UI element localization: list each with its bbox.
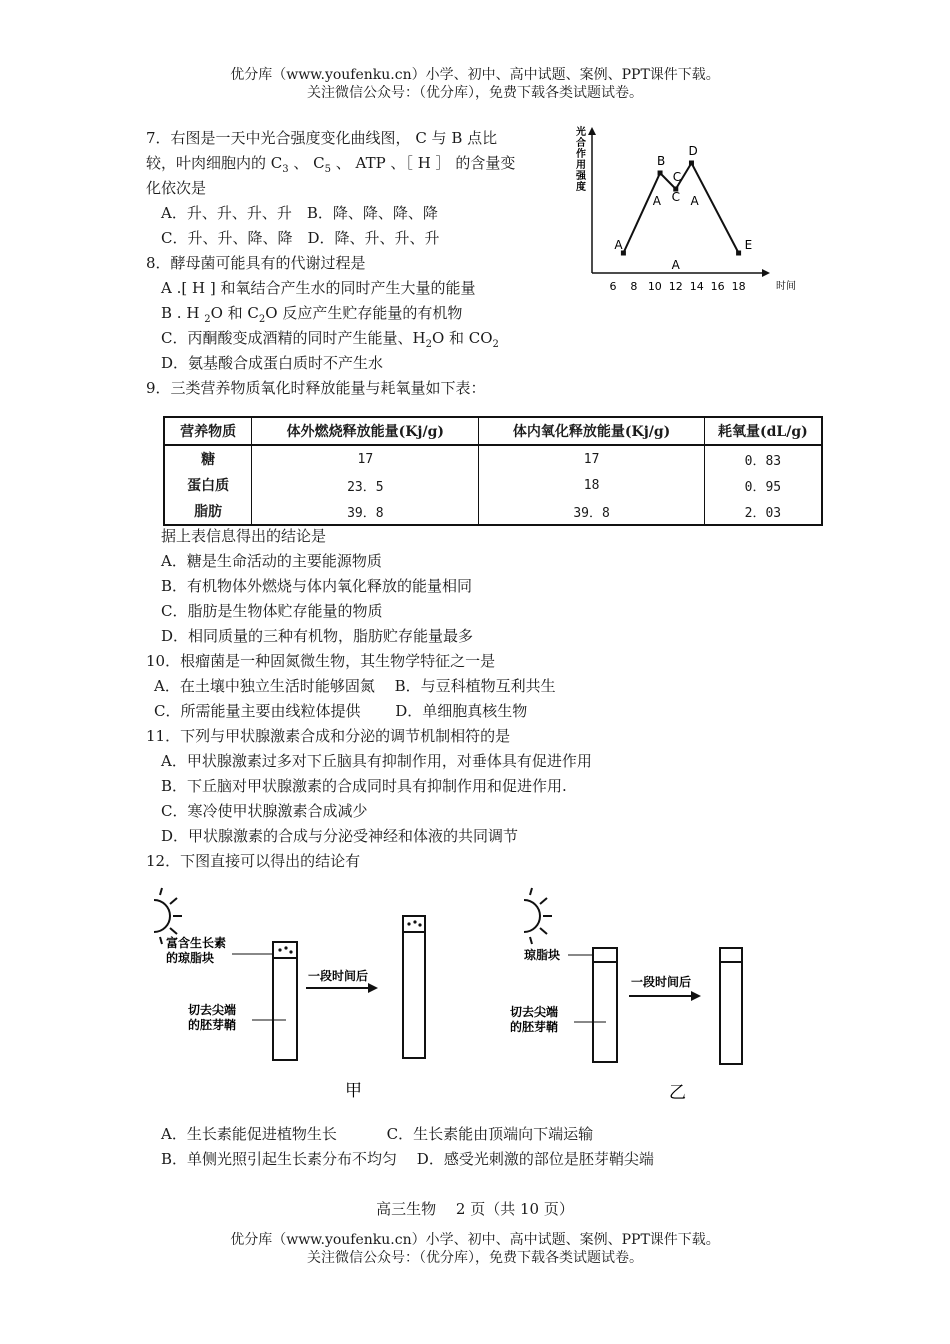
q8-option-c-pre: C．丙酮酸变成酒精的同时产生能量、H <box>161 329 426 347</box>
jia-arrow-text: 一段时间后 <box>308 969 369 983</box>
table-header-row <box>164 417 822 445</box>
jia-label-auxin-1: 富含生长素 <box>166 936 227 950</box>
q9-lead: 据上表信息得出的结论是 <box>161 527 327 545</box>
jia-coleoptile-after <box>403 932 425 1058</box>
q12-stem: 12．下图直接可以得出的结论有 <box>146 852 361 870</box>
table-header: 体内氧化释放能量(Kj/g) <box>479 417 704 445</box>
q12-options-bd: B．单侧光照引起生长素分布不均匀 D．感受光刺激的部位是胚芽鞘尖端 <box>161 1150 654 1168</box>
yi-label-agar: 琼脂块 <box>524 948 561 962</box>
x-tick-label: 6 <box>609 280 617 293</box>
q7-line-3: 化依次是 <box>146 179 207 197</box>
footer-line-2: 关注微信公众号：（优分库），免费下载各类试题试卷。 <box>307 1250 643 1266</box>
q11-option-c: C．寒冷使甲状腺激素合成减少 <box>161 802 368 820</box>
yi-agar-block-after <box>720 948 742 962</box>
x-tick-label: 8 <box>630 280 638 293</box>
region-label: A <box>652 194 662 208</box>
q8-option-c <box>161 328 499 355</box>
q8-option-c-sub-2: 2 <box>492 339 499 350</box>
q11-option-b: B．下丘脑对甲状腺激素的合成同时具有抑制作用和促进作用. <box>161 777 567 795</box>
q8-option-b-mid: O 和 C <box>210 304 259 322</box>
q10-options-cd: C．所需能量主要由线粒体提供 D．单细胞真核生物 <box>154 702 528 720</box>
q8-option-d: D．氨基酸合成蛋白质时不产生水 <box>161 354 384 372</box>
q7-line-2-post: 、 ATP 、［ H ］ 的含量变 <box>331 154 516 172</box>
yi-arrow-text: 一段时间后 <box>631 975 692 989</box>
table-cell: 糖 <box>164 445 252 472</box>
data-point <box>736 251 741 256</box>
table-cell: 2．03 <box>704 498 822 525</box>
q8-option-c-mid: O 和 CO <box>431 329 493 347</box>
x-tick-label: 14 <box>689 280 704 293</box>
table-cell: 蛋白质 <box>164 472 252 498</box>
yi-coleoptile-after <box>720 962 742 1064</box>
x-axis-label: 时间 <box>776 281 796 292</box>
header-line-1: 优分库（www.youfenku.cn）小学、初中、高中试题、案例、PPT课件下载。 <box>230 67 720 83</box>
point-label: D <box>688 144 698 158</box>
point-label: A <box>614 238 623 252</box>
table-header: 体外燃烧释放能量(Kj/g) <box>252 417 479 445</box>
data-point <box>658 171 663 176</box>
nutrient-energy-table <box>163 416 823 526</box>
caption-yi: 乙 <box>669 1083 686 1103</box>
bottom-region-label: A <box>671 258 680 272</box>
table-cell: 0．95 <box>704 472 822 498</box>
q8-option-b <box>161 303 462 330</box>
q8-option-b-sub-1: 2 <box>204 314 211 325</box>
q8-option-b-post: O 反应产生贮存能量的有机物 <box>265 304 463 322</box>
x-tick-label: 12 <box>668 280 683 293</box>
q8-option-b-sub-2: 2 <box>258 314 266 325</box>
yi-label-cut-1: 切去尖端 <box>510 1005 559 1019</box>
point-label: E <box>744 238 753 252</box>
q12-options-ac: A．生长素能促进植物生长 C．生长素能由顶端向下端运输 <box>161 1125 594 1143</box>
table-row <box>164 445 822 472</box>
table-cell: 39．8 <box>479 498 704 525</box>
table-cell: 17 <box>479 445 704 472</box>
q9-option-c: C．脂肪是生物体贮存能量的物质 <box>161 602 383 620</box>
jia-label-auxin-2: 的琼脂块 <box>166 951 215 965</box>
q7-line-2-mid: 、 C <box>288 154 325 172</box>
jia-agar-block <box>273 942 297 958</box>
x-tick-label: 10 <box>647 280 662 293</box>
q10-options-ab: A．在土壤中独立生活时能够固氮 B．与豆科植物互利共生 <box>154 677 556 695</box>
caption-jia: 甲 <box>345 1081 362 1101</box>
table-header: 耗氧量(dL/g) <box>704 417 822 445</box>
jia-label-cut-1: 切去尖端 <box>188 1003 237 1017</box>
coleoptile-experiment-figure <box>140 880 760 1110</box>
q11-stem: 11．下列与甲状腺激素合成和分泌的调节机制相符的是 <box>146 727 511 745</box>
q7-sub-5: 5 <box>324 164 332 175</box>
q7-line-2-pre: 较，叶肉细胞内的 C <box>146 154 283 172</box>
region-label: A <box>690 194 699 208</box>
q7-sub-3: 3 <box>282 164 289 175</box>
table-cell: 脂肪 <box>164 498 252 525</box>
table-cell: 0．83 <box>704 445 822 472</box>
y-axis-arrow <box>588 127 596 135</box>
q9-option-a: A．糖是生命活动的主要能源物质 <box>161 552 382 570</box>
yi-coleoptile-before <box>593 962 617 1062</box>
q7-options-cd: C．升、升、降、降 D．降、升、升、升 <box>161 229 440 247</box>
q11-option-a: A．甲状腺激素过多对下丘脑具有抑制作用，对垂体具有促进作用 <box>161 752 592 770</box>
x-axis-arrow <box>762 269 770 277</box>
q7-line-2 <box>146 153 515 180</box>
q7-options-ab: A．升、升、升、升 B．降、降、降、降 <box>161 204 438 222</box>
q8-option-a: A .[ H ] 和氧结合产生水的同时产生大量的能量 <box>161 279 476 297</box>
yi-label-cut-2: 的胚芽鞘 <box>510 1020 559 1034</box>
point-label: C <box>672 170 682 184</box>
table-row <box>164 498 822 525</box>
data-point <box>689 161 694 166</box>
table-cell: 17 <box>252 445 479 472</box>
table-cell: 39．8 <box>252 498 479 525</box>
yi-agar-block <box>593 948 617 962</box>
header-line-2: 关注微信公众号：（优分库），免费下载各类试题试卷。 <box>307 85 643 101</box>
q9-option-d: D．相同质量的三种有机物，脂肪贮存能量最多 <box>161 627 474 645</box>
q8-stem: 8．酵母菌可能具有的代谢过程是 <box>146 254 366 272</box>
table-row <box>164 472 822 498</box>
jia-agar-block-after <box>403 916 425 932</box>
q8-option-b-pre: B . H <box>161 304 205 322</box>
q7-line-1: 7．右图是一天中光合强度变化曲线图， C 与 B 点比 <box>146 129 498 147</box>
x-tick-label: 18 <box>731 280 746 293</box>
point-label: B <box>657 154 666 168</box>
q9-option-b: B．有机物体外燃烧与体内氧化释放的能量相同 <box>161 577 473 595</box>
q11-option-d: D．甲状腺激素的合成与分泌受神经和体液的共同调节 <box>161 827 519 845</box>
photosynthesis-chart <box>570 125 810 295</box>
jia-coleoptile-before <box>273 958 297 1060</box>
table-cell: 23．5 <box>252 472 479 498</box>
q9-stem: 9．三类营养物质氧化时释放能量与耗氧量如下表： <box>146 379 486 397</box>
jia-label-cut-2: 的胚芽鞘 <box>188 1018 237 1032</box>
table-cell: 18 <box>479 472 704 498</box>
sun-icon <box>524 888 552 944</box>
page-number: 高三生物 2 页（共 10 页） <box>376 1200 574 1218</box>
y-axis-label: 光合作用强度 <box>576 127 586 193</box>
q8-option-c-sub-1: 2 <box>425 339 432 350</box>
q10-stem: 10．根瘤菌是一种固氮微生物，其生物学特征之一是 <box>146 652 496 670</box>
x-tick-label: 16 <box>710 280 725 293</box>
table-header: 营养物质 <box>164 417 252 445</box>
region-label: C <box>671 190 680 204</box>
footer-line-1: 优分库（www.youfenku.cn）小学、初中、高中试题、案例、PPT课件下载。 <box>230 1232 720 1248</box>
